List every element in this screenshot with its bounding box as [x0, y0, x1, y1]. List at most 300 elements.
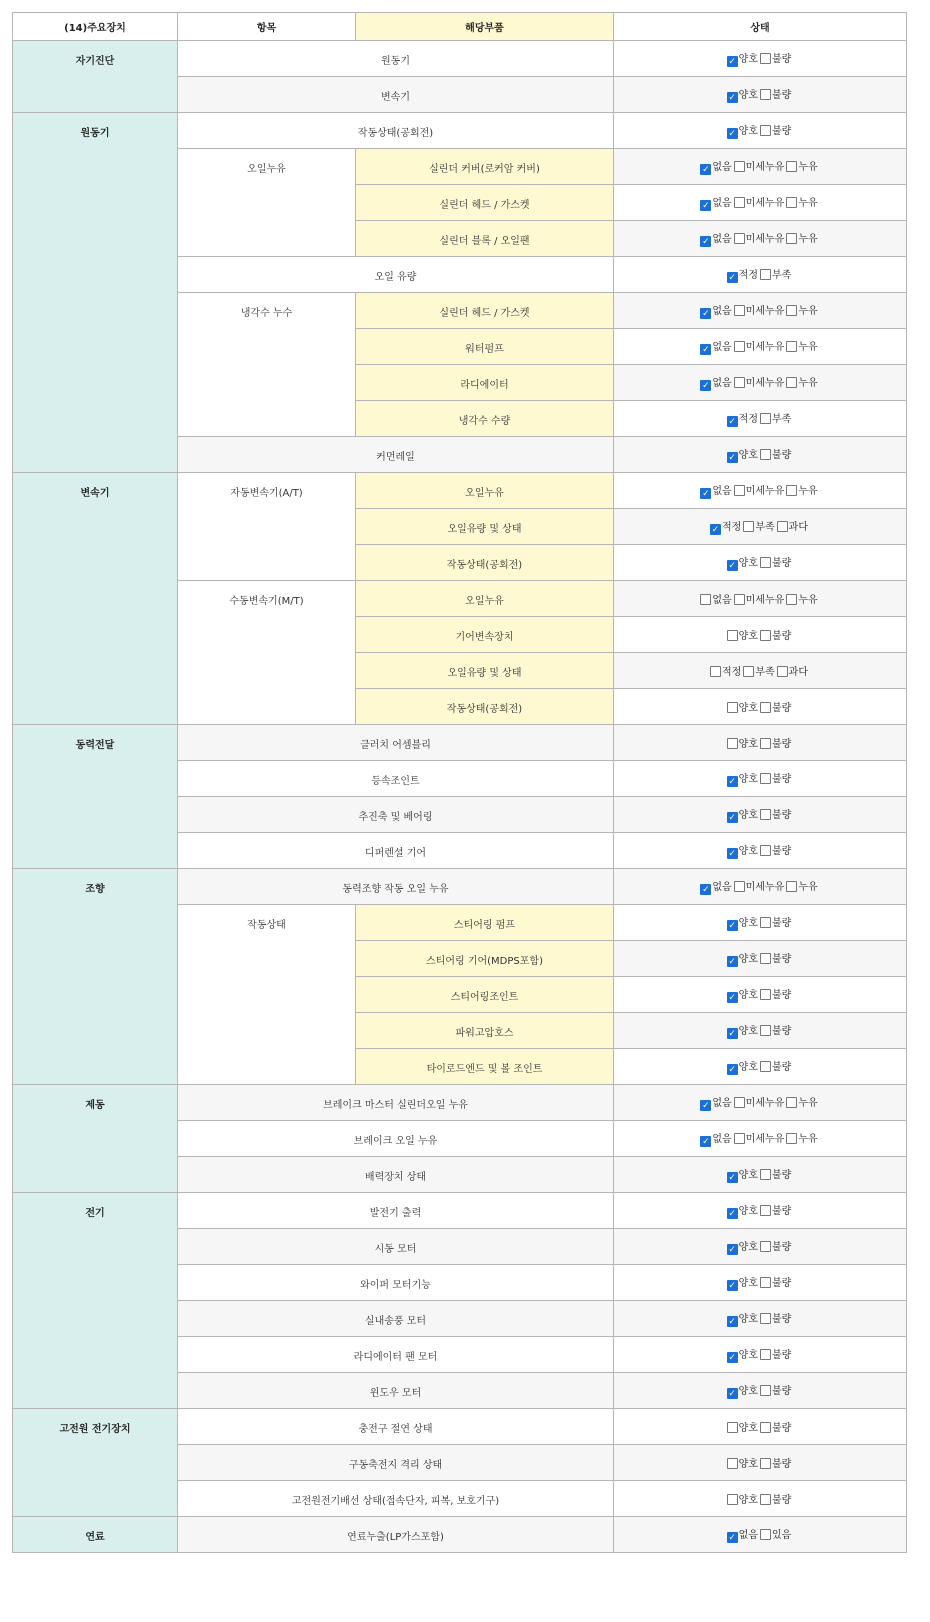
checkbox-empty-icon[interactable]	[734, 594, 745, 605]
checkbox-empty-icon[interactable]	[734, 1133, 745, 1144]
status-option[interactable]	[727, 1274, 758, 1291]
checkbox-empty-icon[interactable]	[786, 594, 797, 605]
status-option-label: 양호	[738, 810, 758, 821]
status-option[interactable]	[760, 699, 791, 714]
checkbox-empty-icon[interactable]	[760, 809, 771, 820]
checkbox-empty-icon[interactable]	[760, 1241, 771, 1252]
status-option[interactable]	[786, 338, 817, 353]
status-option[interactable]	[727, 950, 758, 967]
status-cell	[614, 221, 907, 257]
checkbox-checked-icon[interactable]: ✓	[728, 1389, 736, 1399]
status-option-label: 미세누유	[745, 306, 785, 317]
header-section: (14)주요장치	[13, 13, 178, 41]
status-option-label: 있음	[772, 1530, 792, 1541]
status-option-label: 양호	[738, 954, 758, 965]
checkbox-empty-icon[interactable]	[786, 485, 797, 496]
status-cell	[614, 1337, 907, 1373]
status-cell	[614, 977, 907, 1013]
status-cell	[614, 869, 907, 905]
checkbox-empty-icon[interactable]	[786, 341, 797, 352]
status-option[interactable]	[727, 806, 758, 823]
item-label: 클러치 어셈블리	[178, 725, 614, 761]
checkbox-empty-icon[interactable]	[760, 1205, 771, 1216]
status-option[interactable]	[760, 627, 791, 642]
status-option-label: 양호	[738, 90, 758, 101]
item-label: 커먼레일	[178, 437, 614, 473]
status-option-label: 부족	[772, 270, 792, 281]
status-option[interactable]	[734, 158, 785, 173]
status-option-label: 부족	[755, 667, 775, 678]
checkbox-checked-icon[interactable]: ✓	[702, 885, 710, 895]
status-option[interactable]	[786, 1130, 817, 1145]
status-option[interactable]	[734, 338, 785, 353]
checkbox-empty-icon[interactable]	[727, 630, 738, 641]
status-option-label: 불량	[772, 1386, 792, 1397]
status-option[interactable]	[760, 1238, 791, 1253]
status-option-label: 불량	[772, 1278, 792, 1289]
part-label: 오일누유	[356, 473, 614, 509]
status-cell	[614, 1445, 907, 1481]
status-option[interactable]	[734, 591, 785, 606]
checkbox-checked-icon[interactable]: ✓	[711, 525, 720, 535]
status-option[interactable]	[786, 302, 817, 317]
status-option[interactable]	[700, 230, 731, 247]
item-label: 충전구 절연 상태	[178, 1409, 614, 1445]
status-option[interactable]	[700, 158, 731, 175]
checkbox-checked-icon[interactable]: ✓	[728, 1533, 736, 1543]
status-option[interactable]	[727, 1058, 758, 1075]
status-cell	[614, 257, 907, 293]
checkbox-checked-icon[interactable]: ✓	[728, 1245, 736, 1255]
status-option-label: 불량	[772, 1062, 792, 1073]
checkbox-checked-icon[interactable]: ✓	[728, 93, 736, 103]
status-option[interactable]	[727, 914, 758, 931]
status-option-label: 없음	[712, 162, 732, 173]
status-options	[727, 50, 794, 67]
status-option[interactable]	[710, 518, 741, 535]
checkbox-checked-icon[interactable]: ✓	[728, 129, 736, 139]
table-row	[13, 41, 907, 77]
status-option[interactable]	[760, 842, 791, 857]
status-option[interactable]	[727, 1310, 758, 1327]
checkbox-checked-icon[interactable]: ✓	[702, 381, 710, 391]
status-option[interactable]	[760, 806, 791, 821]
checkbox-empty-icon[interactable]	[760, 449, 771, 460]
status-option-label: 누유	[798, 378, 818, 389]
checkbox-empty-icon[interactable]	[743, 521, 754, 532]
status-option[interactable]	[727, 1202, 758, 1219]
status-cell	[614, 761, 907, 797]
status-option[interactable]	[734, 302, 785, 317]
checkbox-checked-icon[interactable]: ✓	[702, 489, 710, 499]
status-options	[727, 1491, 794, 1506]
status-option-label: 양호	[738, 558, 758, 569]
sub-item-label: 수동변속기(M/T)	[178, 581, 356, 725]
status-option[interactable]	[727, 1419, 758, 1434]
checkbox-checked-icon[interactable]: ✓	[728, 813, 736, 823]
checkbox-empty-icon[interactable]	[734, 197, 745, 208]
status-option[interactable]	[727, 410, 758, 427]
checkbox-checked-icon[interactable]: ✓	[728, 1353, 736, 1363]
checkbox-empty-icon[interactable]	[760, 1025, 771, 1036]
table-header-row	[13, 13, 907, 41]
status-option-label: 누유	[798, 306, 818, 317]
status-option[interactable]	[760, 446, 791, 461]
status-option-label: 양호	[738, 1350, 758, 1361]
status-option[interactable]	[700, 591, 731, 606]
status-options	[727, 950, 794, 967]
checkbox-empty-icon[interactable]	[760, 1494, 771, 1505]
status-option[interactable]	[727, 554, 758, 571]
status-option[interactable]	[760, 770, 791, 785]
checkbox-empty-icon[interactable]	[786, 881, 797, 892]
status-option-label: 양호	[738, 54, 758, 65]
sub-item-label: 작동상태	[178, 905, 356, 1085]
checkbox-empty-icon[interactable]	[786, 1097, 797, 1108]
status-option[interactable]	[727, 1238, 758, 1255]
status-option[interactable]	[734, 194, 785, 209]
status-option[interactable]	[786, 158, 817, 173]
status-option[interactable]	[727, 50, 758, 67]
category-cell: 자기진단	[13, 41, 178, 113]
status-cell	[614, 581, 907, 617]
status-option[interactable]	[700, 1130, 731, 1147]
item-label: 변속기	[178, 77, 614, 113]
checkbox-checked-icon[interactable]: ✓	[702, 165, 710, 175]
status-option[interactable]	[700, 338, 731, 355]
status-options	[727, 986, 794, 1003]
checkbox-checked-icon[interactable]: ✓	[728, 57, 736, 67]
checkbox-empty-icon[interactable]	[760, 1529, 771, 1540]
status-option[interactable]	[734, 374, 785, 389]
checkbox-checked-icon[interactable]: ✓	[728, 921, 736, 931]
checkbox-empty-icon[interactable]	[786, 377, 797, 388]
status-option[interactable]	[700, 374, 731, 391]
status-option-label: 적정	[722, 667, 742, 678]
checkbox-empty-icon[interactable]	[777, 666, 788, 677]
status-option-label: 누유	[798, 198, 818, 209]
status-option[interactable]	[786, 1094, 817, 1109]
checkbox-empty-icon[interactable]	[760, 630, 771, 641]
status-option[interactable]	[727, 1166, 758, 1183]
checkbox-empty-icon[interactable]	[786, 305, 797, 316]
status-option[interactable]	[760, 50, 791, 65]
status-option-label: 부족	[772, 414, 792, 425]
part-label: 스티어링 기어(MDPS포함)	[356, 941, 614, 977]
checkbox-checked-icon[interactable]: ✓	[728, 849, 736, 859]
checkbox-empty-icon[interactable]	[727, 1494, 738, 1505]
status-option[interactable]	[727, 266, 758, 283]
status-option[interactable]	[727, 699, 758, 714]
category-cell: 연료	[13, 1517, 178, 1553]
checkbox-checked-icon[interactable]: ✓	[728, 1173, 736, 1183]
status-option[interactable]	[760, 914, 791, 929]
table-row	[13, 1085, 907, 1121]
status-option[interactable]	[777, 518, 808, 533]
status-option-label: 미세누유	[745, 1098, 785, 1109]
checkbox-empty-icon[interactable]	[734, 1097, 745, 1108]
status-option[interactable]	[760, 1274, 791, 1289]
checkbox-checked-icon[interactable]: ✓	[728, 1029, 736, 1039]
status-option[interactable]	[760, 1166, 791, 1181]
status-option-label: 불량	[772, 1495, 792, 1506]
status-option[interactable]	[760, 86, 791, 101]
status-option[interactable]	[786, 230, 817, 245]
status-option[interactable]	[727, 1526, 758, 1543]
status-options	[727, 806, 794, 823]
status-option[interactable]	[734, 1094, 785, 1109]
status-option[interactable]	[760, 410, 791, 425]
checkbox-empty-icon[interactable]	[760, 413, 771, 424]
status-cell	[614, 905, 907, 941]
checkbox-empty-icon[interactable]	[760, 557, 771, 568]
item-label: 고전원전기배선 상태(접속단자, 피복, 보호기구)	[178, 1481, 614, 1517]
checkbox-empty-icon[interactable]	[734, 377, 745, 388]
checkbox-empty-icon[interactable]	[734, 341, 745, 352]
part-label: 실린더 블록 / 오일팬	[356, 221, 614, 257]
status-option[interactable]	[786, 194, 817, 209]
checkbox-empty-icon[interactable]	[786, 233, 797, 244]
status-option[interactable]	[700, 878, 731, 895]
category-cell: 변속기	[13, 473, 178, 725]
status-option[interactable]	[760, 735, 791, 750]
status-option[interactable]	[760, 1455, 791, 1470]
status-option[interactable]	[727, 1455, 758, 1470]
status-options	[727, 627, 794, 642]
checkbox-empty-icon[interactable]	[760, 773, 771, 784]
status-option-label: 적정	[738, 270, 758, 281]
checkbox-empty-icon[interactable]	[760, 702, 771, 713]
checkbox-checked-icon[interactable]: ✓	[702, 1137, 710, 1147]
table-row	[13, 869, 907, 905]
checkbox-empty-icon[interactable]	[760, 845, 771, 856]
checkbox-empty-icon[interactable]	[700, 594, 711, 605]
checkbox-empty-icon[interactable]	[760, 269, 771, 280]
checkbox-checked-icon[interactable]: ✓	[728, 273, 736, 283]
checkbox-empty-icon[interactable]	[760, 989, 771, 1000]
status-option[interactable]	[727, 1346, 758, 1363]
checkbox-empty-icon[interactable]	[760, 1385, 771, 1396]
checkbox-checked-icon[interactable]: ✓	[728, 1065, 736, 1075]
checkbox-checked-icon[interactable]: ✓	[728, 957, 736, 967]
status-option[interactable]	[727, 770, 758, 787]
checkbox-empty-icon[interactable]	[786, 161, 797, 172]
checkbox-empty-icon[interactable]	[743, 666, 754, 677]
status-option-label: 과다	[788, 522, 808, 533]
status-option-label: 양호	[738, 1423, 758, 1434]
status-option[interactable]	[727, 1382, 758, 1399]
part-label: 작동상태(공회전)	[356, 545, 614, 581]
checkbox-empty-icon[interactable]	[760, 917, 771, 928]
checkbox-checked-icon[interactable]: ✓	[728, 417, 736, 427]
status-option[interactable]	[710, 663, 741, 678]
checkbox-empty-icon[interactable]	[727, 1458, 738, 1469]
checkbox-checked-icon[interactable]: ✓	[728, 453, 736, 463]
checkbox-empty-icon[interactable]	[734, 161, 745, 172]
item-label: 등속조인트	[178, 761, 614, 797]
status-option[interactable]	[727, 122, 758, 139]
checkbox-empty-icon[interactable]	[760, 1169, 771, 1180]
checkbox-empty-icon[interactable]	[734, 485, 745, 496]
status-option-label: 불량	[772, 739, 792, 750]
status-option[interactable]	[760, 1526, 791, 1541]
checkbox-empty-icon[interactable]	[760, 53, 771, 64]
checkbox-empty-icon[interactable]	[760, 1061, 771, 1072]
status-option[interactable]	[727, 1022, 758, 1039]
status-options	[700, 374, 819, 391]
checkbox-empty-icon[interactable]	[760, 1458, 771, 1469]
part-label: 실린더 헤드 / 가스켓	[356, 185, 614, 221]
checkbox-empty-icon[interactable]	[760, 1277, 771, 1288]
status-option[interactable]	[786, 374, 817, 389]
checkbox-empty-icon[interactable]	[786, 197, 797, 208]
status-option[interactable]	[777, 663, 808, 678]
status-cell	[614, 797, 907, 833]
status-options	[710, 663, 810, 678]
header-item: 항목	[178, 13, 356, 41]
status-option[interactable]	[760, 266, 791, 281]
checkbox-empty-icon[interactable]	[727, 738, 738, 749]
status-cell	[614, 113, 907, 149]
status-option[interactable]	[727, 627, 758, 642]
category-cell: 원동기	[13, 113, 178, 473]
status-option[interactable]	[700, 302, 731, 319]
status-cell	[614, 1481, 907, 1517]
status-option-label: 불량	[772, 954, 792, 965]
item-label: 원동기	[178, 41, 614, 77]
checkbox-empty-icon[interactable]	[760, 89, 771, 100]
status-option-label: 불량	[772, 450, 792, 461]
status-option-label: 불량	[772, 126, 792, 137]
checkbox-empty-icon[interactable]	[760, 738, 771, 749]
status-option[interactable]	[786, 591, 817, 606]
status-options	[727, 1274, 794, 1291]
status-option[interactable]	[743, 518, 774, 533]
status-cell	[614, 473, 907, 509]
checkbox-empty-icon[interactable]	[727, 1422, 738, 1433]
checkbox-empty-icon[interactable]	[734, 233, 745, 244]
status-option[interactable]	[786, 482, 817, 497]
checkbox-empty-icon[interactable]	[727, 702, 738, 713]
status-option[interactable]	[734, 1130, 785, 1145]
item-label: 시동 모터	[178, 1229, 614, 1265]
status-option-label: 불량	[772, 1423, 792, 1434]
checkbox-empty-icon[interactable]	[777, 521, 788, 532]
status-option[interactable]	[760, 1310, 791, 1325]
status-option[interactable]	[786, 878, 817, 893]
checkbox-checked-icon[interactable]: ✓	[728, 561, 736, 571]
part-label: 오일누유	[356, 581, 614, 617]
status-options	[727, 1526, 794, 1543]
status-option[interactable]	[760, 122, 791, 137]
item-label: 디퍼렌셜 기어	[178, 833, 614, 869]
status-option-label: 양호	[738, 774, 758, 785]
status-option[interactable]	[727, 446, 758, 463]
status-option[interactable]	[700, 482, 731, 499]
status-option[interactable]	[727, 842, 758, 859]
status-option[interactable]	[700, 1094, 731, 1111]
status-cell	[614, 1301, 907, 1337]
status-option-label: 미세누유	[745, 198, 785, 209]
status-option[interactable]	[760, 1058, 791, 1073]
status-option[interactable]	[760, 1491, 791, 1506]
status-option-label: 양호	[738, 1386, 758, 1397]
status-option[interactable]	[760, 1346, 791, 1361]
status-option[interactable]	[760, 1382, 791, 1397]
status-option[interactable]	[727, 986, 758, 1003]
checkbox-checked-icon[interactable]: ✓	[702, 201, 710, 211]
status-cell	[614, 365, 907, 401]
status-option-label: 양호	[738, 1495, 758, 1506]
status-option[interactable]	[734, 878, 785, 893]
status-cell	[614, 77, 907, 113]
status-option[interactable]	[734, 230, 785, 245]
status-option[interactable]	[734, 482, 785, 497]
checkbox-empty-icon[interactable]	[760, 1422, 771, 1433]
status-option[interactable]	[760, 554, 791, 569]
status-option-label: 양호	[738, 126, 758, 137]
status-option[interactable]	[760, 1202, 791, 1217]
status-option[interactable]	[760, 1419, 791, 1434]
checkbox-checked-icon[interactable]: ✓	[728, 777, 736, 787]
status-option-label: 누유	[798, 234, 818, 245]
checkbox-checked-icon[interactable]: ✓	[702, 1101, 710, 1111]
checkbox-empty-icon[interactable]	[760, 1313, 771, 1324]
status-option-label: 과다	[788, 667, 808, 678]
status-option[interactable]	[727, 86, 758, 103]
checkbox-checked-icon[interactable]: ✓	[728, 993, 736, 1003]
status-option-label: 양호	[738, 703, 758, 714]
status-option[interactable]	[743, 663, 774, 678]
checkbox-checked-icon[interactable]: ✓	[728, 1209, 736, 1219]
status-options	[700, 591, 819, 606]
part-label: 실린더 헤드 / 가스켓	[356, 293, 614, 329]
checkbox-empty-icon[interactable]	[786, 1133, 797, 1144]
checkbox-empty-icon[interactable]	[734, 305, 745, 316]
checkbox-checked-icon[interactable]: ✓	[702, 237, 710, 247]
status-option-label: 미세누유	[745, 342, 785, 353]
status-option[interactable]	[700, 194, 731, 211]
checkbox-checked-icon[interactable]: ✓	[728, 1317, 736, 1327]
checkbox-checked-icon[interactable]: ✓	[702, 309, 710, 319]
checkbox-checked-icon[interactable]: ✓	[728, 1281, 736, 1291]
status-options	[727, 914, 794, 931]
item-label: 와이퍼 모터기능	[178, 1265, 614, 1301]
checkbox-checked-icon[interactable]: ✓	[702, 345, 710, 355]
item-label: 동력조향 작동 오일 누유	[178, 869, 614, 905]
status-option[interactable]	[727, 735, 758, 750]
checkbox-empty-icon[interactable]	[734, 881, 745, 892]
part-label: 작동상태(공회전)	[356, 689, 614, 725]
status-option-label: 불량	[772, 54, 792, 65]
status-cell	[614, 1265, 907, 1301]
checkbox-empty-icon[interactable]	[760, 125, 771, 136]
checkbox-empty-icon[interactable]	[710, 666, 721, 677]
status-options	[727, 86, 794, 103]
checkbox-empty-icon[interactable]	[760, 953, 771, 964]
status-cell	[614, 1085, 907, 1121]
status-option-label: 불량	[772, 1206, 792, 1217]
category-cell: 동력전달	[13, 725, 178, 869]
item-label: 윈도우 모터	[178, 1373, 614, 1409]
status-options	[700, 158, 819, 175]
checkbox-empty-icon[interactable]	[760, 1349, 771, 1360]
status-option[interactable]	[760, 1022, 791, 1037]
status-options	[727, 1455, 794, 1470]
status-option[interactable]	[727, 1491, 758, 1506]
status-option[interactable]	[760, 950, 791, 965]
status-option[interactable]	[760, 986, 791, 1001]
